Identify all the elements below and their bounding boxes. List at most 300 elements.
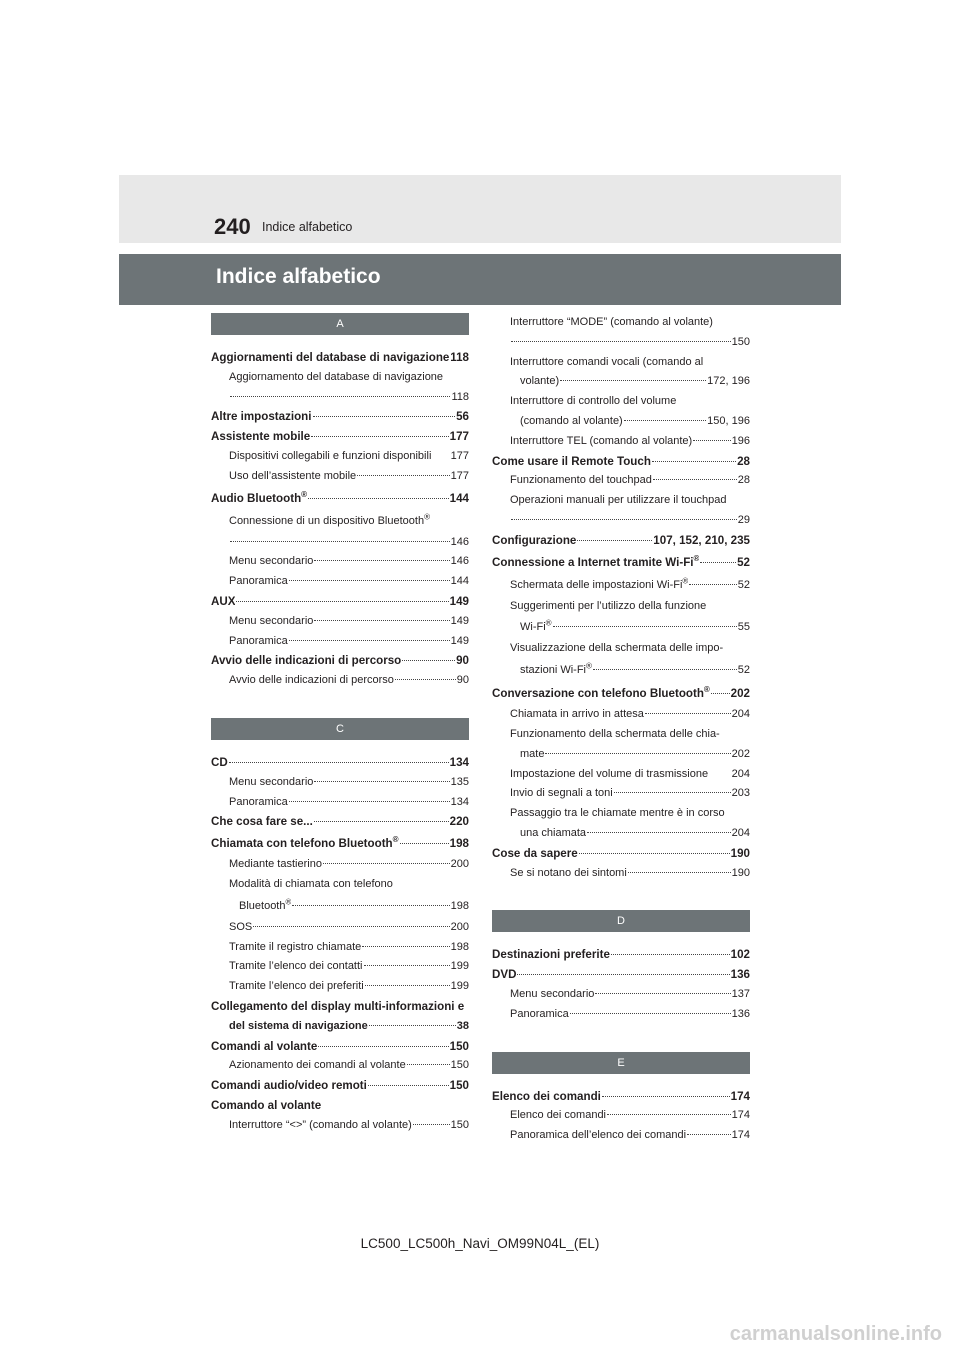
dot-leader <box>545 753 730 754</box>
entry-page: 150 <box>731 335 750 348</box>
dot-leader <box>700 562 736 563</box>
entry-label: Che cosa fare se... <box>211 815 313 829</box>
registered-mark: ® <box>392 835 399 845</box>
entry-label: DVD <box>492 968 517 982</box>
dot-leader <box>593 669 737 670</box>
dot-leader <box>402 660 455 661</box>
entry-page: 177 <box>450 469 469 482</box>
entry-label: Assistente mobile <box>211 430 311 444</box>
entry-page: 144 <box>450 575 469 588</box>
entry-page: 204 <box>731 767 750 780</box>
entry-page: 172, 196 <box>707 375 750 388</box>
entry-text <box>492 551 699 574</box>
dot-leader <box>395 679 456 680</box>
entry-text <box>229 368 443 388</box>
entry-text <box>510 1005 569 1025</box>
index-entry <box>211 1076 469 1096</box>
entry-page: 52 <box>737 555 750 569</box>
entry-label: Connessione di un dispositivo Bluetooth <box>229 514 425 527</box>
entry-text <box>492 1087 601 1107</box>
index-entry <box>211 855 469 875</box>
index-entry <box>492 551 750 574</box>
entry-page: 174 <box>730 1089 750 1103</box>
entry-page: 90 <box>456 674 469 687</box>
entry-label: Menu secondario <box>229 614 314 627</box>
entry-label: SOS <box>229 920 253 933</box>
section-letter-d: D <box>492 910 750 932</box>
entry-text <box>492 452 651 472</box>
dot-leader <box>577 540 652 541</box>
entry-text <box>510 639 723 659</box>
entry-label: Se si notano dei sintomi <box>510 866 627 879</box>
index-entry <box>492 1126 750 1146</box>
dot-leader <box>400 843 449 844</box>
index-entry <box>492 392 750 412</box>
dot-leader <box>611 954 730 955</box>
entry-label: Funzionamento del touchpad <box>510 474 652 487</box>
entry-page: 200 <box>450 920 469 933</box>
entry-text <box>229 510 430 533</box>
entry-page: 202 <box>730 687 750 701</box>
index-entry <box>492 844 750 864</box>
entry-text <box>229 1056 406 1076</box>
entry-text <box>211 1037 317 1057</box>
index-entry <box>211 612 469 632</box>
entry-label: Tramite l’elenco dei preferiti <box>229 980 364 993</box>
dot-leader <box>364 965 450 966</box>
dot-leader <box>628 872 731 873</box>
dot-leader <box>652 461 736 462</box>
entry-text <box>510 471 652 491</box>
dot-leader <box>369 1025 456 1026</box>
index-entry <box>492 1087 750 1107</box>
dot-leader <box>517 974 729 975</box>
entry-page: 150 <box>449 1039 469 1053</box>
entry-text <box>211 407 312 427</box>
entry-label: Panoramica <box>510 1007 569 1020</box>
entry-page: 149 <box>450 614 469 627</box>
entry-page: 202 <box>731 747 750 760</box>
index-entry <box>492 682 750 705</box>
entry-text <box>492 945 610 965</box>
dot-leader <box>313 416 456 417</box>
entry-text <box>239 895 291 918</box>
index-entry <box>492 864 750 884</box>
dot-leader <box>553 626 737 627</box>
index-entry <box>211 572 469 592</box>
index-entry <box>492 745 750 765</box>
entry-page: 174 <box>731 1109 750 1122</box>
registered-mark: ® <box>693 553 700 563</box>
entry-text <box>229 612 313 632</box>
index-entry <box>492 432 750 452</box>
index-entry <box>492 725 750 745</box>
entry-label: Menu secondario <box>229 775 314 788</box>
entry-page: 146 <box>450 555 469 568</box>
entry-page: 134 <box>450 795 469 808</box>
dot-leader <box>314 821 449 822</box>
dot-leader <box>229 762 449 763</box>
entry-text <box>510 1106 606 1126</box>
index-entry <box>492 945 750 965</box>
index-entry <box>492 531 750 551</box>
entry-label: Menu secondario <box>510 987 595 1000</box>
entry-page: 134 <box>449 755 469 769</box>
index-entry <box>211 651 469 671</box>
entry-page: 198 <box>450 940 469 953</box>
entry-label: Dispositivi collegabili e funzioni disponibili <box>229 449 432 462</box>
index-entry <box>492 511 750 531</box>
entry-label: Configurazione <box>492 533 577 547</box>
entry-page: 56 <box>456 410 469 424</box>
index-entry <box>211 632 469 652</box>
dot-leader <box>511 519 737 520</box>
dot-leader <box>645 713 731 714</box>
entry-text <box>229 793 288 813</box>
entry-page: 220 <box>449 815 469 829</box>
entry-text <box>510 864 627 884</box>
index-entry <box>211 388 469 408</box>
entry-text <box>211 651 401 671</box>
section-letter-c: C <box>211 718 469 740</box>
dot-leader <box>407 1064 450 1065</box>
index-entry <box>211 407 469 427</box>
dot-leader <box>687 1134 731 1135</box>
dot-leader <box>614 792 731 793</box>
dot-leader <box>595 993 730 994</box>
entry-page: 135 <box>450 775 469 788</box>
entry-page: 136 <box>731 1007 750 1020</box>
entry-page: 28 <box>737 474 750 487</box>
entry-label: Connessione a Internet tramite Wi-Fi <box>492 555 694 569</box>
entry-label: Bluetooth <box>239 899 286 912</box>
entry-page: 149 <box>450 634 469 647</box>
entry-label: Avvio delle indicazioni di percorso <box>229 674 394 687</box>
watermark: carmanualsonline.info <box>729 1323 942 1345</box>
entry-label: Impostazione del volume di trasmissione <box>510 767 709 780</box>
entry-label: Chiamata con telefono Bluetooth <box>211 837 393 851</box>
entry-text <box>229 875 393 895</box>
entry-text <box>520 372 559 392</box>
entry-page: 118 <box>451 390 469 403</box>
entry-label: Azionamento dei comandi al volante <box>229 1059 406 1072</box>
index-entry <box>211 1096 469 1116</box>
index-entry <box>492 471 750 491</box>
entry-label: Tramite l’elenco dei contatti <box>229 960 363 973</box>
entry-label: Wi-Fi <box>520 621 546 634</box>
entry-page: 149 <box>449 594 469 608</box>
entry-label: Comandi al volante <box>211 1039 318 1053</box>
index-entry <box>211 552 469 572</box>
entry-label: Menu secondario <box>229 555 314 568</box>
entry-label: CD <box>211 755 228 769</box>
entry-label: Elenco dei comandi <box>510 1109 607 1122</box>
index-entry <box>492 574 750 597</box>
entry-text <box>211 812 313 832</box>
registered-mark: ® <box>285 897 292 907</box>
entry-page: 150 <box>450 1118 469 1131</box>
entry-text <box>229 671 394 691</box>
entry-label: del sistema di navigazione <box>229 1019 368 1032</box>
entry-text <box>211 1096 321 1116</box>
entry-page: 90 <box>456 654 469 668</box>
entry-label: Chiamata in arrivo in attesa <box>510 708 644 721</box>
entry-page: 146 <box>450 535 469 548</box>
index-entry <box>492 452 750 472</box>
entry-label: Tramite il registro chiamate <box>229 940 362 953</box>
entry-page: 204 <box>731 708 750 721</box>
entry-text <box>510 804 725 824</box>
dot-leader <box>308 498 449 499</box>
entry-text <box>510 765 708 785</box>
entry-label: Elenco dei comandi <box>492 1089 601 1103</box>
dot-leader <box>314 781 449 782</box>
index-entry <box>211 487 469 510</box>
dot-leader <box>230 541 450 542</box>
index-entry <box>492 491 750 511</box>
entry-text <box>211 487 307 510</box>
index-entry <box>211 1037 469 1057</box>
entry-text <box>229 977 364 997</box>
entry-text <box>510 491 726 511</box>
entry-page: 174 <box>731 1129 750 1142</box>
index-entry <box>211 938 469 958</box>
entry-page: 190 <box>730 846 750 860</box>
entry-page: 52 <box>737 578 750 591</box>
left-column <box>211 313 469 1136</box>
registered-mark: ® <box>424 511 430 521</box>
registered-mark: ® <box>301 489 308 499</box>
index-entry <box>492 412 750 432</box>
dot-leader <box>711 693 730 694</box>
entry-page: 196 <box>731 434 750 447</box>
entry-text <box>520 745 544 765</box>
dot-leader <box>292 905 449 906</box>
footer-code: LC500_LC500h_Navi_OM99N04L_(EL) <box>360 1236 600 1251</box>
dot-leader <box>314 560 449 561</box>
entry-label: Cose da sapere <box>492 846 578 860</box>
entry-text <box>229 918 252 938</box>
index-entry <box>211 812 469 832</box>
entry-label: Avvio delle indicazioni di percorso <box>211 654 402 668</box>
dot-leader <box>230 396 450 397</box>
entry-label: Panoramica dell’elenco dei comandi <box>510 1129 687 1142</box>
registered-mark: ® <box>586 661 592 671</box>
entry-text <box>211 1076 367 1096</box>
entry-label: Interruttore di controllo del volume <box>510 395 677 408</box>
dot-leader <box>236 601 448 602</box>
dot-leader <box>689 584 736 585</box>
dot-leader <box>653 479 737 480</box>
index-entry <box>492 985 750 1005</box>
entry-text <box>492 965 516 985</box>
index-entry <box>211 348 469 368</box>
entry-text <box>510 784 613 804</box>
entry-text <box>492 531 576 551</box>
registered-mark: ® <box>545 618 552 628</box>
entry-label: Mediante tastierino <box>229 858 322 871</box>
entry-text <box>520 659 592 682</box>
index-entry <box>492 705 750 725</box>
index-entry <box>492 616 750 639</box>
entry-text <box>520 412 623 432</box>
entry-page: 150, 196 <box>707 414 750 427</box>
entry-text <box>229 467 356 487</box>
registered-mark: ® <box>703 685 710 695</box>
index-entry <box>211 592 469 612</box>
entry-label: Altre impostazioni <box>211 410 312 424</box>
entry-text <box>211 753 228 773</box>
entry-text <box>229 773 313 793</box>
entry-page: 204 <box>731 826 750 839</box>
entry-label: Invio di segnali a toni <box>510 787 613 800</box>
entry-label: (comando al volante) <box>520 414 623 427</box>
entry-page: 177 <box>450 449 469 462</box>
entry-label: Panoramica <box>229 575 288 588</box>
entry-label: Interruttore “MODE” (comando al volante) <box>510 316 713 328</box>
index-entry <box>211 773 469 793</box>
index-entry <box>211 793 469 813</box>
entry-text <box>229 552 313 572</box>
entry-label: Destinazioni preferite <box>492 948 610 962</box>
index-entry <box>211 753 469 773</box>
index-entry <box>211 977 469 997</box>
entry-page: 177 <box>449 430 469 444</box>
index-entry <box>211 533 469 553</box>
dot-leader <box>413 1124 450 1125</box>
entry-label: Aggiornamenti del database di navigazione <box>211 351 450 364</box>
dot-leader <box>693 440 730 441</box>
entry-label: AUX <box>211 594 236 608</box>
index-entry <box>492 1005 750 1025</box>
entry-label: Panoramica <box>229 795 288 808</box>
index-entry <box>492 965 750 985</box>
entry-text <box>229 1116 412 1136</box>
section-letter-a: A <box>211 313 469 335</box>
index-entry <box>211 895 469 918</box>
page-title: Indice alfabetico <box>216 265 381 288</box>
entry-label: Visualizzazione della schermata delle impo- <box>510 642 724 655</box>
entry-text <box>229 938 361 958</box>
entry-text <box>510 985 594 1005</box>
dot-leader <box>602 1096 730 1097</box>
entry-label: Uso dell’assistente mobile <box>229 469 357 482</box>
entry-label: Operazioni manuali per utilizzare il touchpad <box>510 494 727 507</box>
entry-page: 107, 152, 210, 235 <box>653 533 750 547</box>
entry-label: stazioni Wi-Fi <box>520 664 587 677</box>
registered-mark: ® <box>682 575 689 585</box>
dot-leader <box>607 1114 731 1115</box>
entry-page: 198 <box>450 899 469 912</box>
entry-page: 190 <box>731 866 750 879</box>
entry-text <box>229 632 288 652</box>
entry-page: 144 <box>449 491 469 505</box>
entry-text <box>510 313 713 333</box>
entry-label: Funzionamento della schermata delle chia- <box>510 727 720 740</box>
entry-text <box>229 1017 368 1037</box>
entry-label: Come usare il Remote Touch <box>492 454 651 468</box>
index-entry <box>211 467 469 487</box>
entry-page: 28 <box>737 454 750 468</box>
index-entry <box>492 765 750 785</box>
entry-text <box>510 725 720 745</box>
dot-leader <box>289 580 450 581</box>
index-entry <box>492 1106 750 1126</box>
entry-label: Audio Bluetooth <box>211 491 302 505</box>
index-entry <box>211 957 469 977</box>
entry-text <box>211 997 464 1017</box>
index-entry <box>211 427 469 447</box>
index-entry <box>211 1017 469 1037</box>
entry-text <box>510 432 692 452</box>
index-entry <box>211 447 469 467</box>
index-entry <box>211 832 469 855</box>
dot-leader <box>318 1046 448 1047</box>
index-entry <box>211 1056 469 1076</box>
entry-page: 150 <box>450 1059 469 1072</box>
dot-leader <box>570 1013 731 1014</box>
dot-leader <box>587 832 731 833</box>
entry-label: Interruttore comandi vocali (comando al <box>510 355 704 368</box>
entry-text <box>510 597 706 617</box>
index-entry <box>492 333 750 353</box>
dot-leader <box>289 801 450 802</box>
dot-leader <box>365 985 450 986</box>
index-entry <box>492 597 750 617</box>
entry-text <box>492 682 710 705</box>
entry-text <box>510 1126 686 1146</box>
entry-page: 150 <box>449 1079 469 1093</box>
entry-label: Interruttore “<>” (comando al volante) <box>229 1118 412 1131</box>
entry-text <box>520 824 586 844</box>
index-entry <box>492 313 750 333</box>
index-entry <box>492 804 750 824</box>
section-letter-e: E <box>492 1052 750 1074</box>
entry-text <box>492 844 578 864</box>
entry-label: Schermata delle impostazioni Wi-Fi <box>510 578 683 591</box>
entry-label: una chiamata <box>520 826 587 839</box>
right-column <box>492 313 750 1146</box>
entry-label: Comando al volante <box>211 1098 322 1112</box>
index-entry <box>492 353 750 373</box>
page-number: 240 <box>214 214 251 239</box>
entry-label: mate <box>520 747 545 760</box>
index-entry <box>211 368 469 388</box>
entry-page: 55 <box>737 621 750 634</box>
entry-page: 199 <box>450 980 469 993</box>
entry-page: 118 <box>450 351 469 364</box>
dot-leader <box>311 436 448 437</box>
entry-label: Panoramica <box>229 634 288 647</box>
entry-text <box>510 392 676 412</box>
entry-page: 52 <box>737 664 750 677</box>
index-entry <box>492 824 750 844</box>
dot-leader <box>357 475 449 476</box>
entry-page: 137 <box>731 987 750 1000</box>
dot-leader <box>624 420 706 421</box>
entry-text <box>211 427 310 447</box>
entry-text <box>211 592 235 612</box>
entry-label: volante) <box>520 375 560 388</box>
entry-text <box>211 348 449 368</box>
entry-label: Aggiornamento del database di navigazione <box>229 370 444 383</box>
dot-leader <box>253 926 449 927</box>
entry-label: Collegamento del display multi-informazioni e <box>211 999 465 1013</box>
dot-leader <box>289 640 450 641</box>
entry-label: Interruttore TEL (comando al volante) <box>510 434 693 447</box>
entry-text <box>229 447 431 467</box>
index-entry <box>211 1116 469 1136</box>
